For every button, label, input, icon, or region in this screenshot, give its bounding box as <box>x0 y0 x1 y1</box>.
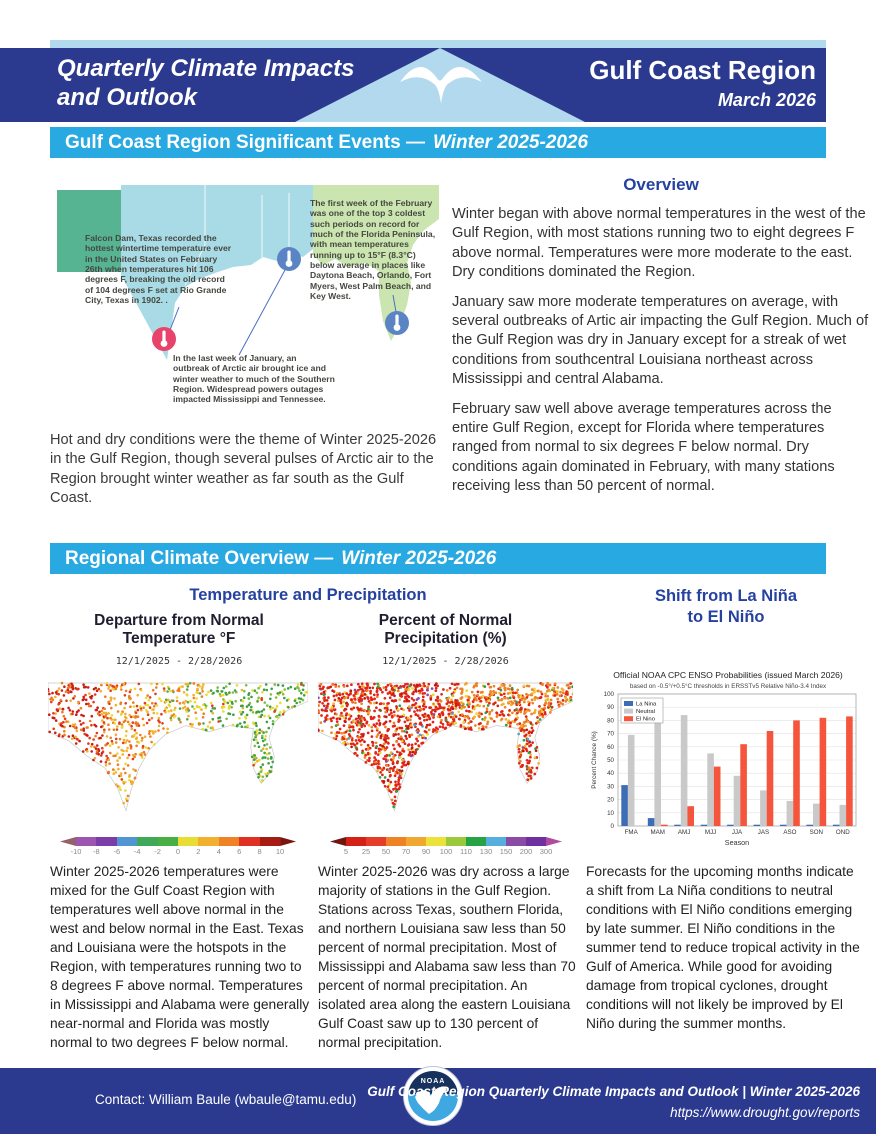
svg-text:80: 80 <box>607 717 614 725</box>
contact-info: Contact: William Baule (wbaule@tamu.edu) <box>95 1092 357 1107</box>
temp-map-colorbar: -10 -8 -6 -4 -2 0 2 4 6 8 10 <box>60 837 296 857</box>
region-name: Gulf Coast Region <box>589 55 816 85</box>
svg-text:70: 70 <box>607 730 614 738</box>
svg-text:OND: OND <box>835 829 850 836</box>
report-title-line2: and Outlook <box>57 84 197 112</box>
svg-text:Official NOAA CPC ENSO Probabi: Official NOAA CPC ENSO Probabilities (issued March 2026) <box>613 670 843 680</box>
cold-thermometer-icon-mississippi <box>277 247 301 271</box>
overview-heading: Overview <box>623 175 699 194</box>
temp-map-title-line2: Temperature °F <box>122 630 236 648</box>
svg-text:JJA: JJA <box>731 829 743 836</box>
temp-map-date-range: 12/1/2025 - 2/28/2026 <box>115 656 243 667</box>
svg-text:AMJ: AMJ <box>677 829 691 836</box>
callout-arctic-outbreak: In the last week of January, an outbreak of Arctic air brought ice and winter weather to much of the Southern Region. Widespread powers outages impacted Mississippi and Tennessee. <box>173 353 335 405</box>
enso-shift-heading-line2: to El Niño <box>687 608 765 627</box>
svg-text:40: 40 <box>607 770 614 778</box>
enso-shift-heading <box>590 586 862 629</box>
significant-events-map <box>57 183 439 426</box>
svg-text:20: 20 <box>607 796 614 804</box>
enso-probabilities-chart <box>588 668 864 860</box>
regional-climate-section-bar <box>50 543 826 574</box>
precip-map-title-line1: Percent of Normal <box>378 612 513 629</box>
precip-map-colorbar: 5 25 50 70 90 100 110 130 150 200 300 <box>330 837 562 857</box>
svg-text:FMA: FMA <box>624 829 638 836</box>
noaa-logo-text: NOAA <box>420 1078 446 1085</box>
overview-section <box>452 175 870 507</box>
overview-paragraph-3: February saw well above average temperatures across the entire Gulf Region, except for Florida where temperatures ranged from normal to six degrees F below normal. Dry conditions again dominated in February, with many stations receiving less than 50 percent of normal. <box>452 400 835 495</box>
svg-text:ASO: ASO <box>783 829 797 836</box>
svg-text:La Nina: La Nina <box>636 701 657 708</box>
svg-text:60: 60 <box>607 743 614 751</box>
header-accent-strip <box>50 40 826 48</box>
header <box>0 48 826 122</box>
svg-text:30: 30 <box>607 783 614 791</box>
section-bar-title: Regional Climate Overview — <box>65 547 334 569</box>
enso-summary-column <box>586 862 864 1033</box>
svg-text:50: 50 <box>607 757 614 764</box>
temperature-summary-text: Winter 2025-2026 temperatures were mixed for the Gulf Coast Region with temperatures well above normal in the west and below normal in the East. Texas and Louisiana were the hotspots in the Region, with temperatures running two to 8 degrees F above normal. Temperatures in Mississippi and Alabama were generally near-normal and Florida was mostly normal to two degrees F below normal. <box>50 864 310 1051</box>
svg-text:100: 100 <box>603 691 614 698</box>
footer-url-link[interactable]: https://www.drought.gov/reports <box>670 1104 860 1120</box>
section-bar-season: Winter 2025-2026 <box>341 547 497 569</box>
callout-florida-cold: The first week of the February was one of the top 3 coldest such periods on record for much of the Florida Peninsula, with mean temperatures running up to 15°F (8.3°C) below average in places like Daytona Beach, Orlando, Fort Myers, West Palm Beach, and Key West. <box>310 198 436 301</box>
enso-shift-heading-line1: Shift from La Niña <box>654 587 798 605</box>
temp-precip-heading: Temperature and Precipitation <box>189 586 427 604</box>
svg-text:JAS: JAS <box>757 829 770 836</box>
footer-report-title <box>367 1082 860 1124</box>
footer-title-line: Gulf Coast Region Quarterly Climate Impacts and Outlook | Winter 2025-2026 <box>367 1084 860 1099</box>
temp-map-title-line1: Departure from Normal <box>94 612 264 629</box>
events-caption: Hot and dry conditions were the theme of Winter 2025-2026 in the Gulf Region, though several pulses of Arctic air to the Region brought winter weather as far south as the Gulf Coast. <box>50 432 437 506</box>
callout-falcon-dam: Falcon Dam, Texas recorded the hottest wintertime temperature ever in the United States on February 26th when temperatures hit 106 degrees F, breaking the old record of 104 degrees F set at Rio Grande City, Texas in 1902. . <box>85 233 232 305</box>
temperature-summary-column <box>50 862 312 1052</box>
precip-map-title <box>318 612 573 649</box>
issue-date: March 2026 <box>717 90 816 110</box>
precip-map-date-range: 12/1/2025 - 2/28/2026 <box>382 656 509 667</box>
noaa-bird-icon <box>395 52 487 108</box>
svg-text:El Nino: El Nino <box>636 716 655 723</box>
cold-thermometer-icon-florida <box>385 311 409 335</box>
svg-text:Percent Chance (%): Percent Chance (%) <box>591 731 598 789</box>
temp-departure-map <box>48 680 308 832</box>
precip-map-title-line2: Precipitation (%) <box>384 630 507 648</box>
section-bar-title: Gulf Coast Region Significant Events — <box>65 131 425 153</box>
svg-text:Season: Season <box>724 838 750 847</box>
svg-text:based on -0.5°/+0.5°C threshol: based on -0.5°/+0.5°C thresholds in ERSSTv5 Relative Niño-3.4 Index <box>629 683 827 690</box>
temp-map-title <box>50 612 308 649</box>
svg-text:0: 0 <box>610 823 614 830</box>
significant-events-section-bar <box>50 127 826 158</box>
svg-text:90: 90 <box>607 704 614 712</box>
report-title-line1: Quarterly Climate Impacts <box>57 55 355 82</box>
svg-text:MJJ: MJJ <box>704 829 717 836</box>
svg-text:MAM: MAM <box>650 829 665 836</box>
svg-text:SON: SON <box>809 829 824 836</box>
enso-summary-text: Forecasts for the upcoming months indicate a shift from La Niña conditions to neutral conditions with El Niño conditions emerging by late summer. El Niño conditions in the summer tend to reduce tropical activity in the Gulf of America. While good for avoiding damage from tropical cyclones, drought conditions will not likely be improved by El Niño during the summer months. <box>586 864 860 1032</box>
svg-text:Neutral: Neutral <box>636 709 655 716</box>
precipitation-summary-text: Winter 2025-2026 was dry across a large majority of stations in the Gulf Region. Stations across Texas, southern Florida, and northern Louisiana saw less than 50 percent of normal precipitation. Most of Mississippi and Alabama saw less than 70 percent of normal precipitation. An isolated area along the eastern Louisiana Gulf Coast saw up to 130 percent of normal precipitation. <box>318 864 576 1051</box>
overview-paragraph-1: Winter began with above normal temperatures in the west of the Gulf Region, with most stations running two to eight degrees F above normal. Temperatures were more moderate to the east. Dry conditions dominated the Region. <box>452 206 866 281</box>
hot-thermometer-icon <box>152 327 176 351</box>
svg-text:10: 10 <box>607 809 614 817</box>
precipitation-summary-column <box>318 862 576 1052</box>
report-title <box>57 54 354 113</box>
section-bar-season: Winter 2025-2026 <box>432 131 589 153</box>
overview-paragraph-2: January saw more moderate temperatures on average, with several outbreaks of Artic air impacting the Gulf Region. Much of the Gulf Region was dry in January except for a streak of wet conditions from southcentral Louisiana northeast across Mississippi and central Alabama. <box>452 293 869 388</box>
precip-percent-map <box>318 680 573 832</box>
